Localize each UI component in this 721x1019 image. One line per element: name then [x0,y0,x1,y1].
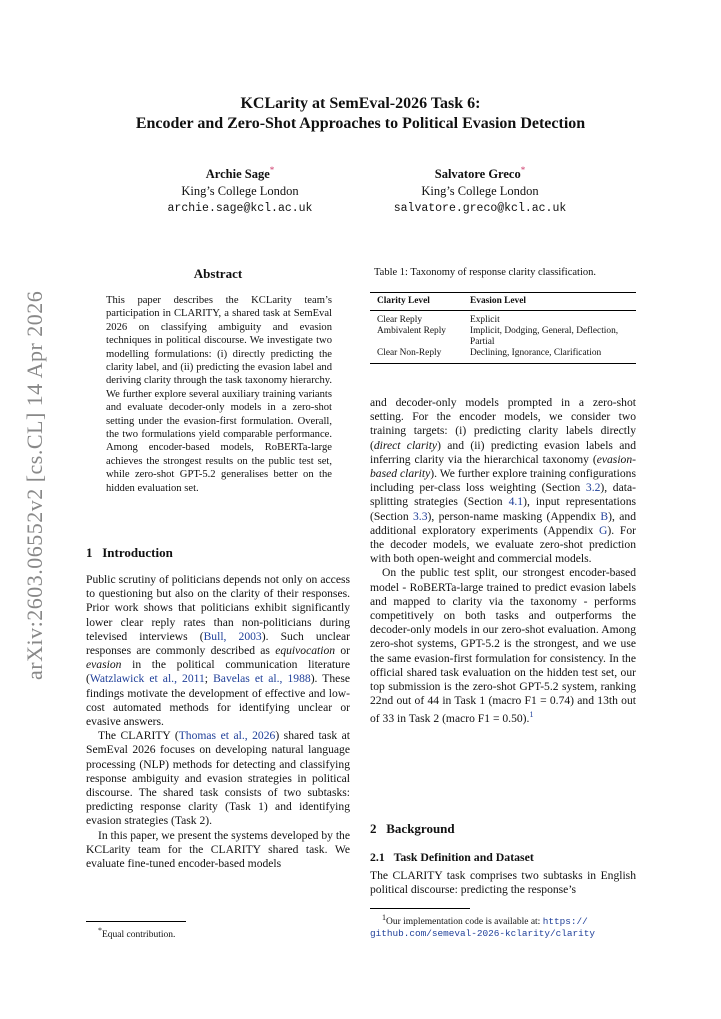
section-ref-link[interactable]: 3.3 [413,509,428,523]
author-email: salvatore.greco@kcl.ac.uk [393,202,567,216]
section-number: 2 [370,821,377,836]
appendix-ref-link[interactable]: G [599,523,608,537]
footnote-rule [86,921,186,922]
citation-link[interactable]: Bavelas et al., 1988 [213,672,311,686]
paragraph: In this paper, we present the systems developed by the KCLarity team for the CLARITY shared task. We evaluate fine-tuned encoder-based models [86,828,350,871]
code-url-link[interactable]: https:// [542,916,588,928]
table-cell: Ambivalent Reply [377,326,446,336]
table-cell: Clear Reply [377,315,423,325]
subsection-number: 2.1 [370,850,385,864]
section-heading-background [370,821,455,837]
table-cell: Declining, Ignorance, Clarification [463,348,636,364]
table-row [370,326,636,348]
paper-title [0,94,721,134]
introduction-body [86,573,350,871]
paragraph: The CLARITY (Thomas et al., 2026) shared task at SemEval 2026 focuses on developing natural language processing (NLP) methods for detecting and classifying response ambiguity and evasion strategies in political discourse. The shared task consists of two subtasks: predicting response clarity (Task 1) and identifying evasion strategies (Task 2). [86,729,350,828]
title-line-2: Encoder and Zero-Shot Approaches to Political Evasion Detection [135,115,586,132]
taxonomy-table [370,292,636,364]
author-name: Archie Sage [205,167,270,182]
column-header: Clarity Level [370,293,463,311]
code-url-link[interactable]: github.com/semeval-2026-kclarity/clarity [370,928,596,940]
author-name: Salvatore Greco [434,167,521,182]
table-cell: Implicit, Dodging, General, Deflection, Partial [470,326,619,347]
citation-link[interactable]: Thomas et al., 2026 [178,729,276,743]
table-row [370,348,636,364]
section-number: 1 [86,545,93,560]
subsection-title: Task Definition and Dataset [393,850,534,864]
table-header-row [370,293,636,311]
author-email: archie.sage@kcl.ac.uk [167,202,313,216]
section-ref-link[interactable]: 3.2 [585,481,601,495]
author-block-2 [360,162,600,217]
appendix-ref-link[interactable]: B [600,509,609,523]
citation-link[interactable]: Watzlawick et al., 2011 [89,672,205,686]
author-block-1 [120,162,360,217]
right-column-body [370,396,636,727]
section-heading-introduction [86,545,173,561]
arxiv-identifier: arXiv:2603.06552v2 [cs.CL] 14 Apr 2026 [22,290,47,680]
table-row [370,311,636,327]
paragraph: Public scrutiny of politicians depends not only on access to questioning but also on the clarity of their responses. Prior work shows that politicians exhibit significantly lower clear reply rates than non-politicians during televised interviews (Bull, 2003). Such unclear responses are commonly described as equivocation or evasion in the political communication literature (Watzlawick et al., 2011; Bavelas et al., 1988). These findings motivate the development of effective and low-cost automated methods for identifying unclear or evasive answers. [86,573,350,729]
table-cell: Explicit [470,315,500,325]
paragraph: and decoder-only models prompted in a zero-shot setting. For the encoder models, we consider two training targets: (i) predicting clarity labels directly (direct clarity) and (ii) predicting evasion labels and inferring clarity via the hierarchical taxonomy (evasion-based clarity). We further explore training configurations including per-class loss weighting (Section 3.2), data-splitting strategies (Section 4.1), input representations (Section 3.3), person-name masking (Appendix B), and additional exploratory experiments (Appendix G). For the decoder models, we evaluate zero-shot prediction with both open-weight and commercial models. [370,396,636,566]
title-line-1: KCLarity at SemEval-2026 Task 6: [240,95,481,112]
footnote-rule [370,908,470,909]
footnote-code-link: $^1$Our implementation code is available at: https:// github.com/semeval-2026-kclarity/clarity [370,913,596,940]
arxiv-stamp [22,290,47,680]
footnote-equal-contribution: *Equal contribution. [98,926,176,941]
subsection-heading-task-definition [370,850,534,865]
author-mark: * [269,165,275,175]
citation-link[interactable]: Bull, 2003 [203,629,262,643]
paragraph: On the public test split, our strongest encoder-based model - RoBERTa-large trained to predict evasion labels and mapped to clarity via the taxonomy - performs competitively on both tasks and outperforms the decoder-only models in our zero-shot evaluation. Among zero-shot systems, GPT-5.2 is the strongest, and we use the same evasion-first formulation for consistency. In the official shared task evaluation on the hidden test set, our top submission is the zero-shot GPT-5.2 system, ranking 22nd out of 44 in Task 1 (macro F1 = 0.74) and 13th out of 33 in Task 2 (macro F1 = 0.50).$^1$ [370,566,636,726]
footnote-ref-link[interactable]: 1 [529,710,534,720]
column-header: Evasion Level [463,293,636,311]
author-mark: * [520,165,526,175]
author-affiliation: King’s College London [421,184,539,199]
author-affiliation: King’s College London [181,184,299,199]
abstract-text: This paper describes the KCLarity team’s participation in CLARITY, a shared task at SemEval 2026 on classifying ambiguity and evasion techniques in political discourse. We investigate two modelling formulations: (i) directly predicting the clarity label, and (ii) predicting the evasion label and deriving clarity through the task taxonomy hierarchy. We further explore several auxiliary training variants and evaluate decoder-only models in a zero-shot setting under the evasion-first formulation. Overall, the two formulations yield comparable performance. Among encoder-based models, RoBERTa-large achieves the strongest results on the public test set, while zero-shot GPT-5.2 generalises better on the hidden evaluation set. [106,295,332,494]
task-definition-body [370,869,636,897]
table-caption: Table 1: Taxonomy of response clarity classification. [374,267,596,278]
section-title: Introduction [102,545,173,560]
paragraph: The CLARITY task comprises two subtasks in English political discourse: predicting the response’s [370,869,636,897]
abstract-heading: Abstract [193,266,243,281]
section-ref-link[interactable]: 4.1 [508,495,524,509]
table-cell: Clear Non-Reply [370,348,463,364]
section-title: Background [386,821,455,836]
